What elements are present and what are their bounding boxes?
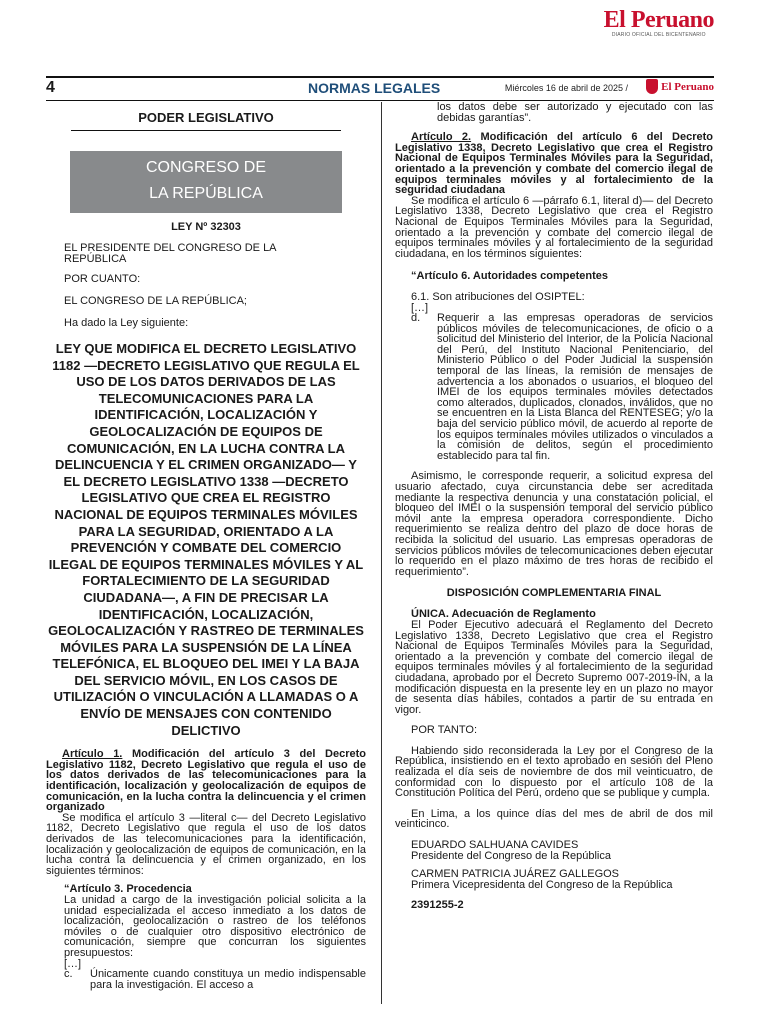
article-3-body: La unidad a cargo de la investigación policial solicita a la unidad especializada el acceso inmediato a los datos de localización, geolocalización o rastreo de los teléfonos móviles o de cualquier otro dispositivo electrónico de comunicación, siempre que concurran los siguientes presupuestos: — [64, 893, 366, 959]
article-1-body: Se modifica el artículo 3 —literal c— del Decreto Legislativo 1182, Decreto Legislativo que regula el uso de los datos derivados de las telecomunicaciones para la identificación, localización y geolocalización de equipos de comunicación, en la lucha contra la delincuencia y el crimen organizado, en los siguientes términos: — [46, 811, 366, 877]
article-6-title: “Artículo 6. Autoridades competentes — [411, 270, 609, 283]
coat-of-arms-icon — [646, 79, 658, 94]
disposicion-title: DISPOSICIÓN COMPLEMENTARIA FINAL — [446, 587, 662, 600]
issue-date: Miércoles 16 de abril de 2025 / — [504, 83, 628, 93]
en-lima: En Lima, a los quince días del mes de abril de dos mil veinticinco. — [395, 807, 713, 831]
article-6-list — [411, 303, 713, 462]
asimismo-paragraph: Asimismo, le corresponde requerir, a solicitud expresa del usuario afectado, cuya circunstancia debe ser acreditada mediante la respectiva denuncia y una constatación policial, el bloqueo del IMEI o la suspensión temporal del servicio público móvil ante la empresa operadora correspondiente. Dicho requerimiento se realiza dentro del plazo de doce horas de recibida la solicitud del usuario. Las empresas operadoras de servicios públicos móviles de telecomunicaciones deben ejecutar lo requerido en el plazo máximo de tres horas de recibido el requerimiento”. — [395, 470, 713, 578]
article-1-heading — [46, 749, 366, 813]
ellipsis: […] — [411, 301, 429, 314]
header-logo — [646, 79, 714, 94]
header-logo-text: El Peruano — [661, 80, 714, 93]
article-1-title: Modificación del artículo 3 del Decreto Legislativo 1182, Decreto Legislativo que regula el uso de los datos derivados de las telecomunicaciones para la identificación, localización y geolocalización de equipos de comunicación, en la lucha contra la delincuencia y el crimen organizado — [46, 748, 366, 814]
law-title: LEY QUE MODIFICA EL DECRETO LEGISLATIVO 1182 —DECRETO LEGISLATIVO QUE REGULA EL USO DE LOS DATOS DERIVADOS DE LAS TELECOMUNICACIONES PARA LA IDENTIFICACIÓN, LOCALIZACIÓN Y GEOLOCALIZACIÓN DE EQUIPOS DE COMUNICACIÓN, EN LA LUCHA CONTRA LA DELINCUENCIA Y EL CRIMEN ORGANIZADO— Y EL DECRETO LEGISLATIVO 1338 —DECRETO LEGISLATIVO QUE CREA EL REGISTRO NACIONAL DE EQUIPOS TERMINALES MÓVILES PARA LA SEGURIDAD, ORIENTADO A LA PREVENCIÓN Y COMBATE DEL COMERCIO ILEGAL DE EQUIPOS TERMINALES MÓVILES Y AL FORTALECIMIENTO DE LA SEGURIDAD CIUDADANA—, A FIN DE PRECISAR LA IDENTIFICACIÓN, LOCALIZACIÓN, GEOLOCALIZACIÓN Y RASTREO DE TERMINALES MÓVILES PARA LA SUSPENSIÓN DE LA LÍNEA TELEFÓNICA, EL BLOQUEO DEL IMEI Y LA BAJA DEL SERVICIO MÓVIL, EN LOS CASOS DE UTILIZACIÓN O VINCULACIÓN A LLAMADAS O A ENVÍO DE MENSAJES CON CONTENIDO DELICTIVO — [48, 341, 364, 738]
page-header — [46, 76, 714, 101]
article-1-label: Artículo 1. — [62, 748, 123, 761]
congreso-banner — [70, 151, 342, 213]
unica-heading: ÚNICA. Adecuación de Reglamento — [411, 608, 596, 621]
signatory-2-name: CARMEN PATRICIA JUÁREZ GALLEGOS — [411, 868, 620, 881]
item-label: d. — [411, 312, 421, 325]
page-number: 4 — [46, 79, 55, 96]
masthead-tagline: DIARIO OFICIAL DEL BICENTENARIO — [611, 32, 706, 38]
signatory-1-role: Presidente del Congreso de la República — [411, 849, 611, 862]
left-column — [46, 104, 366, 990]
article-2-title: Modificación del artículo 6 del Decreto Legislativo 1338, Decreto Legislativo que crea el Registro Nacional de Equipos Terminales Móviles para la Seguridad, orientado a la prevención y combate del comercio ilegal de equipos terminales móviles y al fortalecimiento de la seguridad ciudadana — [395, 131, 714, 197]
section-name: NORMAS LEGALES — [308, 80, 441, 96]
item-label: c. — [64, 968, 73, 981]
article-3-list — [64, 959, 366, 991]
list-item-c — [64, 969, 366, 990]
signatory-2-role: Primera Vicepresidenta del Congreso de la República — [411, 878, 673, 891]
habiendo-paragraph: Habiendo sido reconsiderada la Ley por el Congreso de la República, insistiendo en el texto aprobado en sesión del Pleno realizada el día seis de noviembre de dos mil veinticuatro, de conformidad con lo dispuesto por el artículo 108 de la Constitución Política del Perú, ordeno que se publique y cumpla. — [395, 744, 713, 800]
presidente-line: EL PRESIDENTE DEL CONGRESO DE LA REPÚBLICA — [64, 242, 276, 265]
law-number: LEY Nº 32303 — [171, 221, 241, 233]
continuation-text: los datos debe ser autorizado y ejecutado con las debidas garantías”. — [437, 101, 713, 124]
column-divider — [381, 102, 382, 1004]
article-2-label: Artículo 2. — [411, 131, 472, 144]
right-column — [395, 102, 713, 911]
article-2-body: Se modifica el artículo 6 —párrafo 6.1, literal d)— del Decreto Legislativo 1338, Decreto Legislativo que crea el Registro Nacional de Equipos Terminales Móviles para la Seguridad, orientado a la prevención y combate del comercio ilegal de equipos terminales móviles y al fortalecimiento de la seguridad ciudadana, en los términos siguientes: — [395, 194, 713, 260]
section-title: PODER LEGISLATIVO — [71, 110, 341, 131]
masthead — [604, 8, 714, 38]
article-2-heading — [395, 132, 713, 196]
masthead-brand: El Peruano — [603, 7, 714, 33]
ha-dado: Ha dado la Ley siguiente: — [64, 317, 189, 329]
unica-body: El Poder Ejecutivo adecuará el Reglamento del Decreto Legislativo 1338, Decreto Legislativo que crea el Registro Nacional de Equipos Terminales Móviles para la Seguridad, orientado a la prevención y combate del comercio ilegal de equipos terminales móviles y al fortalecimiento de la seguridad ciudadana, aprobado por el Decreto Supremo 007-2019-IN, a la modificación dispuesta en la presente ley en un plazo no mayor de sesenta días hábiles, contados a partir de su entrada en vigor. — [395, 618, 713, 716]
por-tanto: POR TANTO: — [411, 724, 478, 737]
por-cuanto: POR CUANTO: — [64, 273, 141, 285]
ellipsis: […] — [64, 957, 82, 970]
signatory-1-name: EDUARDO SALHUANA CAVIDES — [411, 839, 579, 852]
list-item-d — [411, 313, 713, 461]
item-text: Únicamente cuando constituya un medio indispensable para la investigación. El acceso a — [90, 968, 366, 991]
congreso-republica: EL CONGRESO DE LA REPÚBLICA; — [64, 295, 247, 307]
document-code: 2391255-2 — [411, 899, 464, 912]
paragraph-6-1: 6.1. Son atribuciones del OSIPTEL: — [411, 290, 585, 303]
congreso-line-2: LA REPÚBLICA — [149, 185, 263, 202]
congreso-line-1: CONGRESO DE — [145, 159, 266, 176]
item-text: Requerir a las empresas operadoras de servicios públicos móviles de telecomunicaciones, de oficio o a solicitud del Ministerio del Interior, de la Policía Nacional del Perú, del Instituto Nacional Penitenciario, del Ministerio Público o del Poder Judicial la suspensión temporal de las líneas, la remisión de mensajes de advertencia a los abonados o usuarios, el bloqueo del IMEI de los equipos terminales móviles detectados como alterados, duplicados, clonados, inválidos, que no se encuentren en la Lista Blanca del RENTESEG; y/o la baja del servicio público móvil, de acuerdo al reporte de los equipos terminales móviles utilizados o vinculados a la comisión de delitos, según el procedimiento establecido para tal fin. — [437, 312, 713, 462]
article-3-title: “Artículo 3. Procedencia — [64, 883, 192, 896]
